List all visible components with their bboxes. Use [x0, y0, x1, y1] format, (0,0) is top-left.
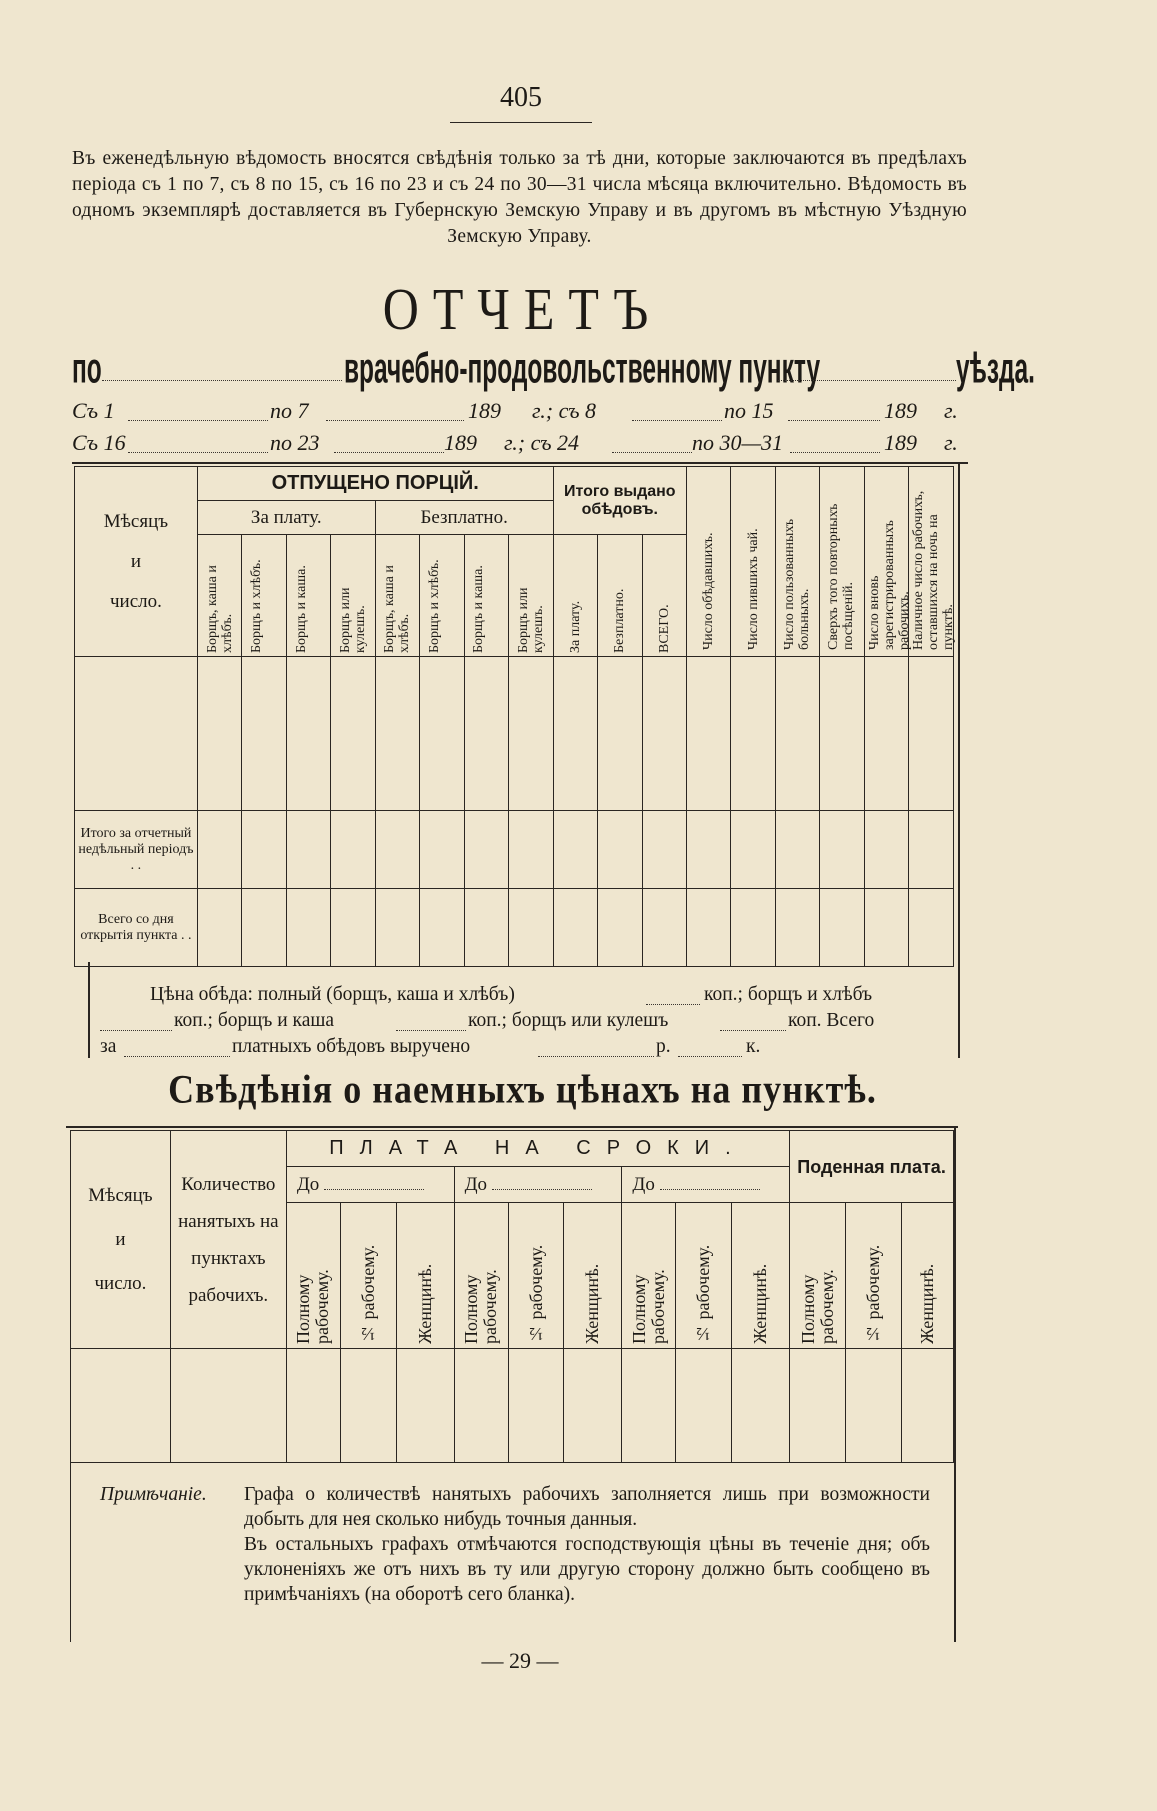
price-line-1: Цѣна обѣда: полный (борщъ, каша и хлѣбъ): [150, 984, 515, 1005]
free-col-full: Борщъ, каша и хлѣбъ.: [375, 535, 419, 657]
released-portions-header: ОТПУЩЕНО ПОРЦІЙ.: [197, 467, 553, 501]
table2-right-rule: [954, 1126, 956, 1642]
total-col-paid: За плату.: [553, 535, 597, 657]
t2-full: Полному рабочему.: [454, 1203, 508, 1349]
table1-top-rule: [72, 462, 968, 464]
intro-paragraph: Въ еженедѣльную вѣдомость вносятся свѣдѣнія только за тѣ дни, которые заключаются въ предѣлахъ періода съ 1 по 7, съ 8 по 15, съ 16 по 23 и съ 24 по 30—31 числа мѣсяца включительно. Вѣдомость въ одномъ экземплярѣ доставляется въ Губернскую Земскую Управу и въ другомъ въ мѣстную Уѣздную Земскую Управу.: [72, 148, 967, 247]
table2-left-rule-ext: [70, 1372, 71, 1642]
daily-woman: Женщинѣ.: [901, 1203, 953, 1349]
page-number-rule: [450, 122, 592, 123]
paid-col-kulesh: Борщъ или кулешъ.: [331, 535, 375, 657]
table1-week-row: [75, 811, 954, 889]
blank: [538, 1056, 654, 1057]
stat-col-overnight: Наличное число рабочихъ, оставшихся на ночь на пунктѣ.: [909, 467, 954, 657]
blank: [720, 1030, 786, 1031]
stat-col-tea: Число пившихъ чай.: [731, 467, 775, 657]
blank: [612, 452, 692, 453]
daily-pay-header: Поденная плата.: [790, 1131, 954, 1203]
point-middle: врачебно-продовольственному пункту: [344, 345, 821, 393]
total-col-free: Безплатно.: [598, 535, 642, 657]
blank: [788, 420, 880, 421]
blank: [100, 1030, 172, 1031]
point-line: [72, 345, 1035, 394]
hired-count-header: Количество нанятыхъ на пунктахъ рабочихъ.: [170, 1131, 286, 1349]
period-row-2: [72, 430, 972, 460]
section2-title: Свѣдѣнія о наемныхъ цѣнахъ на пунктѣ.: [168, 1066, 877, 1112]
price-line-1b: коп.; борщъ и хлѣбъ: [704, 984, 873, 1005]
period-year-4: 189: [884, 430, 917, 455]
total-dinners-header: Итого выдано обѣдовъ.: [553, 467, 686, 535]
stat-col-diners: Число обѣдавшихъ.: [687, 467, 731, 657]
total-col-all: ВСЕГО.: [642, 535, 686, 657]
period-year-2: 189: [884, 398, 917, 423]
footer-number: — 29 —: [481, 1648, 559, 1673]
period-from-24: г.; съ 24: [504, 430, 580, 455]
term-3-header: До: [622, 1167, 790, 1203]
price-line-2b: коп.; борщъ или кулешъ: [468, 1010, 669, 1031]
daily-half: ½ рабочему.: [846, 1203, 902, 1349]
portions-table: [74, 466, 957, 967]
paid-col-borsch-kasha: Борщъ и каша.: [286, 535, 330, 657]
blank: [128, 420, 268, 421]
point-prefix: по: [72, 345, 102, 393]
daily-full: Полному рабочему.: [790, 1203, 846, 1349]
period-g-1: г.: [944, 398, 958, 423]
period-year-3: 189: [444, 430, 477, 455]
free-col-borsch-bread: Борщъ и хлѣбъ.: [420, 535, 464, 657]
blank: [678, 1056, 742, 1057]
price-line-3c: р.: [656, 1036, 671, 1057]
free-header: Безплатно.: [375, 501, 553, 535]
t3-full: Полному рабочему.: [622, 1203, 676, 1349]
price-line-2a: коп.; борщъ и каша: [174, 1010, 335, 1031]
period-to-15: по 15: [724, 398, 774, 423]
report-title: ОТЧЕТЪ: [382, 275, 663, 343]
paid-col-borsch-bread: Борщъ и хлѣбъ.: [242, 535, 286, 657]
t1-woman: Женщинѣ.: [396, 1203, 454, 1349]
price-line-3d: к.: [746, 1036, 761, 1057]
wages-month-header: Мѣсяцъ и число.: [71, 1131, 171, 1349]
period-from-1: Съ 1: [72, 398, 115, 423]
month-col-header: Мѣсяцъ и число.: [75, 467, 198, 657]
stat-col-patients: Число пользованныхъ больныхъ.: [775, 467, 819, 657]
point-blank-1: [102, 380, 342, 381]
blank: [632, 420, 722, 421]
table1-alltime-row: [75, 889, 954, 967]
period-row-1: [72, 398, 972, 428]
table1-entry-row: [75, 657, 954, 811]
note-text-1: Графа о количествѣ нанятыхъ рабочихъ заполняется лишь при возможности добыть для нея сколько нибудь точныя данныя.: [244, 1484, 930, 1530]
t2-half: ½ рабочему.: [508, 1203, 564, 1349]
table1-right-rule: [958, 462, 960, 1058]
period-from-8: г.; съ 8: [532, 398, 597, 423]
page-number: 405: [500, 82, 542, 113]
free-col-borsch-kasha: Борщъ и каша.: [464, 535, 508, 657]
note-text-2: Въ остальныхъ графахъ отмѣчаются господствующія цѣны въ теченіе дня; объ уклоненіяхъ же отъ нихъ въ ту или другую сторону должно быть сообщено въ примѣчаніяхъ (на оборотѣ сего бланка).: [244, 1534, 930, 1605]
blank: [128, 452, 268, 453]
paid-col-full: Борщъ, каша и хлѣбъ.: [197, 535, 241, 657]
t2-woman: Женщинѣ.: [564, 1203, 622, 1349]
point-suffix: уѣзда.: [956, 345, 1035, 393]
wages-table: [70, 1130, 954, 1463]
period-to-30: по 30—31: [692, 430, 784, 455]
table2-entry-row: [71, 1349, 954, 1463]
t1-full: Полному рабочему.: [286, 1203, 340, 1349]
paid-header: За плату.: [197, 501, 375, 535]
t3-half: ½ рабочему.: [676, 1203, 732, 1349]
note-label: Примѣчаніе.: [100, 1484, 207, 1505]
blank: [396, 1030, 466, 1031]
price-line-3b: платныхъ обѣдовъ выручено: [232, 1036, 471, 1057]
term-1-header: До: [286, 1167, 454, 1203]
point-blank-2: [778, 380, 956, 381]
table1-left-rule-ext: [88, 962, 90, 1058]
blank: [334, 452, 444, 453]
week-total-label: Итого за отчетный недѣльный періодъ . .: [75, 811, 198, 889]
stat-col-repeat: Сверхъ того повторныхъ посѣщеній.: [820, 467, 864, 657]
alltime-total-label: Всего со дня открытія пункта . .: [75, 889, 198, 967]
term-2-header: До: [454, 1167, 622, 1203]
price-line-3a: за: [100, 1036, 117, 1057]
period-from-16: Съ 16: [72, 430, 126, 455]
t1-half: ½ рабочему.: [340, 1203, 396, 1349]
term-pay-header: ПЛАТА НА СРОКИ.: [286, 1131, 789, 1167]
period-to-7: по 7: [270, 398, 309, 423]
price-block: [100, 984, 960, 1074]
free-col-kulesh: Борщъ или кулешъ.: [509, 535, 553, 657]
period-g-2: г.: [944, 430, 958, 455]
stat-col-registered: Число вновь зарегистрированныхъ рабочихъ.: [864, 467, 908, 657]
period-year-1: 189: [468, 398, 501, 423]
price-line-2c: коп. Всего: [788, 1010, 875, 1031]
table2-top-rule: [66, 1126, 958, 1128]
blank: [124, 1056, 230, 1057]
blank: [790, 452, 880, 453]
period-to-23: по 23: [270, 430, 320, 455]
blank: [326, 420, 464, 421]
t3-woman: Женщинѣ.: [732, 1203, 790, 1349]
blank: [646, 1004, 700, 1005]
